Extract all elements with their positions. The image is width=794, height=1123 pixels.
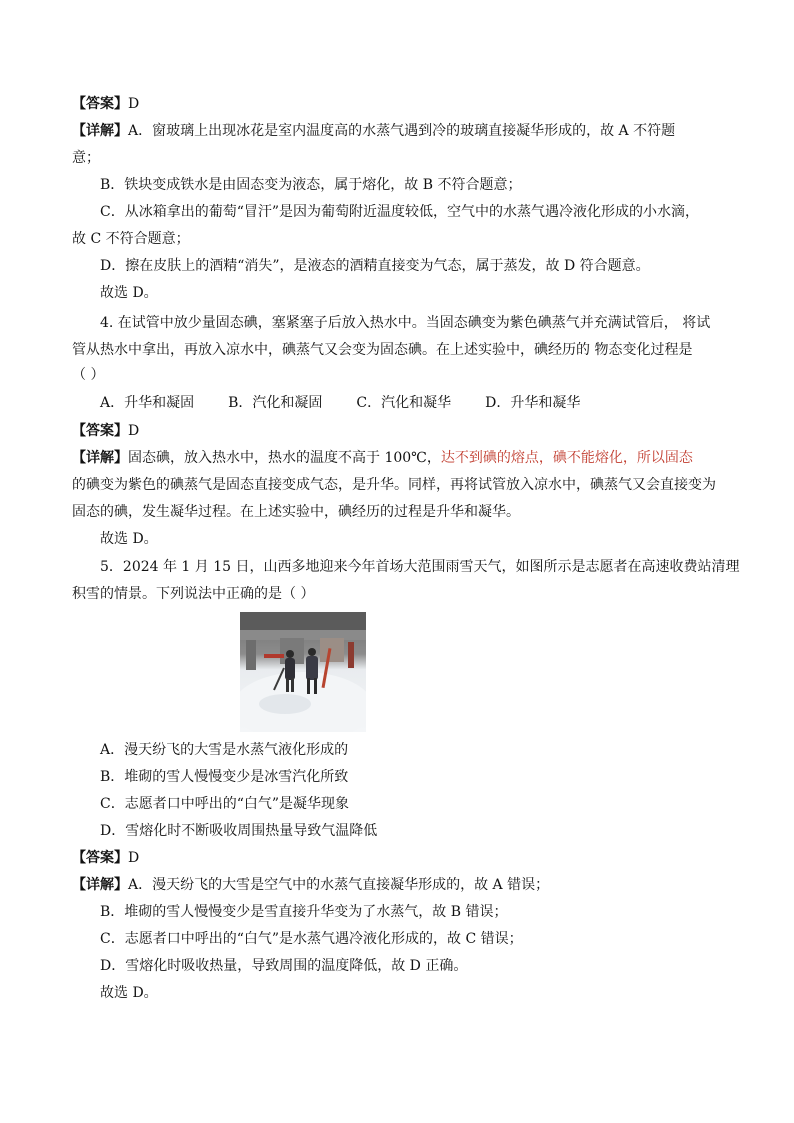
q5-answer: 【答案】D [72, 850, 140, 866]
q5-stem: 5．2024 年 1 月 15 日，山西多地迎来今年首场大范围雨雪天气，如图所示是志愿者在高速收费站清理 [100, 559, 740, 575]
q3-detail-option-b: B．铁块变成铁水是由固态变为液态，属于熔化，故 B 不符合题意； [100, 177, 522, 193]
q3-conclusion: 故选 D。 [100, 285, 158, 301]
q4-detail-line: 【详解】固态碘，放入热水中，热水的温度不高于 100℃，达不到碘的熔点，碘不能熔化，所以固态 [72, 450, 693, 466]
q5-conclusion: 故选 D。 [100, 985, 158, 1001]
q5-stem: 积雪的情景。下列说法中正确的是（ ） [72, 586, 315, 602]
q4-options [100, 393, 614, 413]
q3-answer: 【答案】D [72, 96, 140, 112]
q5-option-b: B．堆砌的雪人慢慢变少是冰雪汽化所致 [100, 769, 349, 785]
q5-option-c: C．志愿者口中呼出的“白气”是凝华现象 [100, 796, 350, 812]
q3-detail-line: 【详解】A．窗玻璃上出现冰花是室内温度高的水蒸气遇到冷的玻璃直接凝华形成的，故 A 不符题 [72, 123, 676, 139]
q3-detail-option-c-cont: 故 C 不符合题意； [72, 231, 190, 247]
snow-scene-illustration [240, 612, 366, 732]
q4-option-b: B．汽化和凝固 [228, 395, 323, 411]
q3-detail-option-d: D．擦在皮肤上的酒精“消失”，是液态的酒精直接变为气态，属于蒸发，故 D 符合题意。 [100, 258, 650, 274]
snow-clearing-photo [240, 612, 366, 732]
q4-detail-line: 的碘变为紫色的碘蒸气是固态直接变成气态，是升华。同样，再将试管放入凉水中，碘蒸气又会直接变为 [72, 477, 716, 493]
q4-stem: 4. 在试管中放少量固态碘，塞紧塞子后放入热水中。当固态碘变为紫色碘蒸气并充满试管后， 将试 [100, 315, 711, 331]
q4-stem: 管从热水中拿出，再放入凉水中，碘蒸气又会变为固态碘。在上述实验中，碘经历的 物态变化过程是 [72, 342, 693, 358]
q3-detail-option-c: C．从冰箱拿出的葡萄“冒汗”是因为葡萄附近温度较低，空气中的水蒸气遇冷液化形成的小水滴， [100, 204, 700, 220]
q5-option-a: A．漫天纷飞的大雪是水蒸气液化形成的 [100, 742, 349, 758]
q4-detail-line: 固态的碘，发生凝华过程。在上述实验中，碘经历的过程是升华和凝华。 [72, 504, 520, 520]
q3-detail-line: 意； [72, 150, 100, 166]
q5-detail-line: 【详解】A．漫天纷飞的大雪是空气中的水蒸气直接凝华形成的，故 A 错误； [72, 877, 550, 893]
q4-conclusion: 故选 D。 [100, 531, 158, 547]
q5-detail-option-c: C．志愿者口中呼出的“白气”是水蒸气遇冷液化形成的，故 C 错误； [100, 931, 523, 947]
q4-option-a: A．升华和凝固 [100, 395, 195, 411]
q4-answer: 【答案】D [72, 423, 140, 439]
q5-option-d: D．雪熔化时不断吸收周围热量导致气温降低 [100, 823, 378, 839]
q5-detail-option-d: D．雪熔化时吸收热量，导致周围的温度降低，故 D 正确。 [100, 958, 468, 974]
q5-detail-option-b: B．堆砌的雪人慢慢变少是雪直接升华变为了水蒸气，故 B 错误； [100, 904, 508, 920]
q4-option-c: C．汽化和凝华 [356, 395, 452, 411]
q4-option-d: D．升华和凝华 [485, 395, 581, 411]
q4-blank: （ ） [72, 367, 105, 383]
